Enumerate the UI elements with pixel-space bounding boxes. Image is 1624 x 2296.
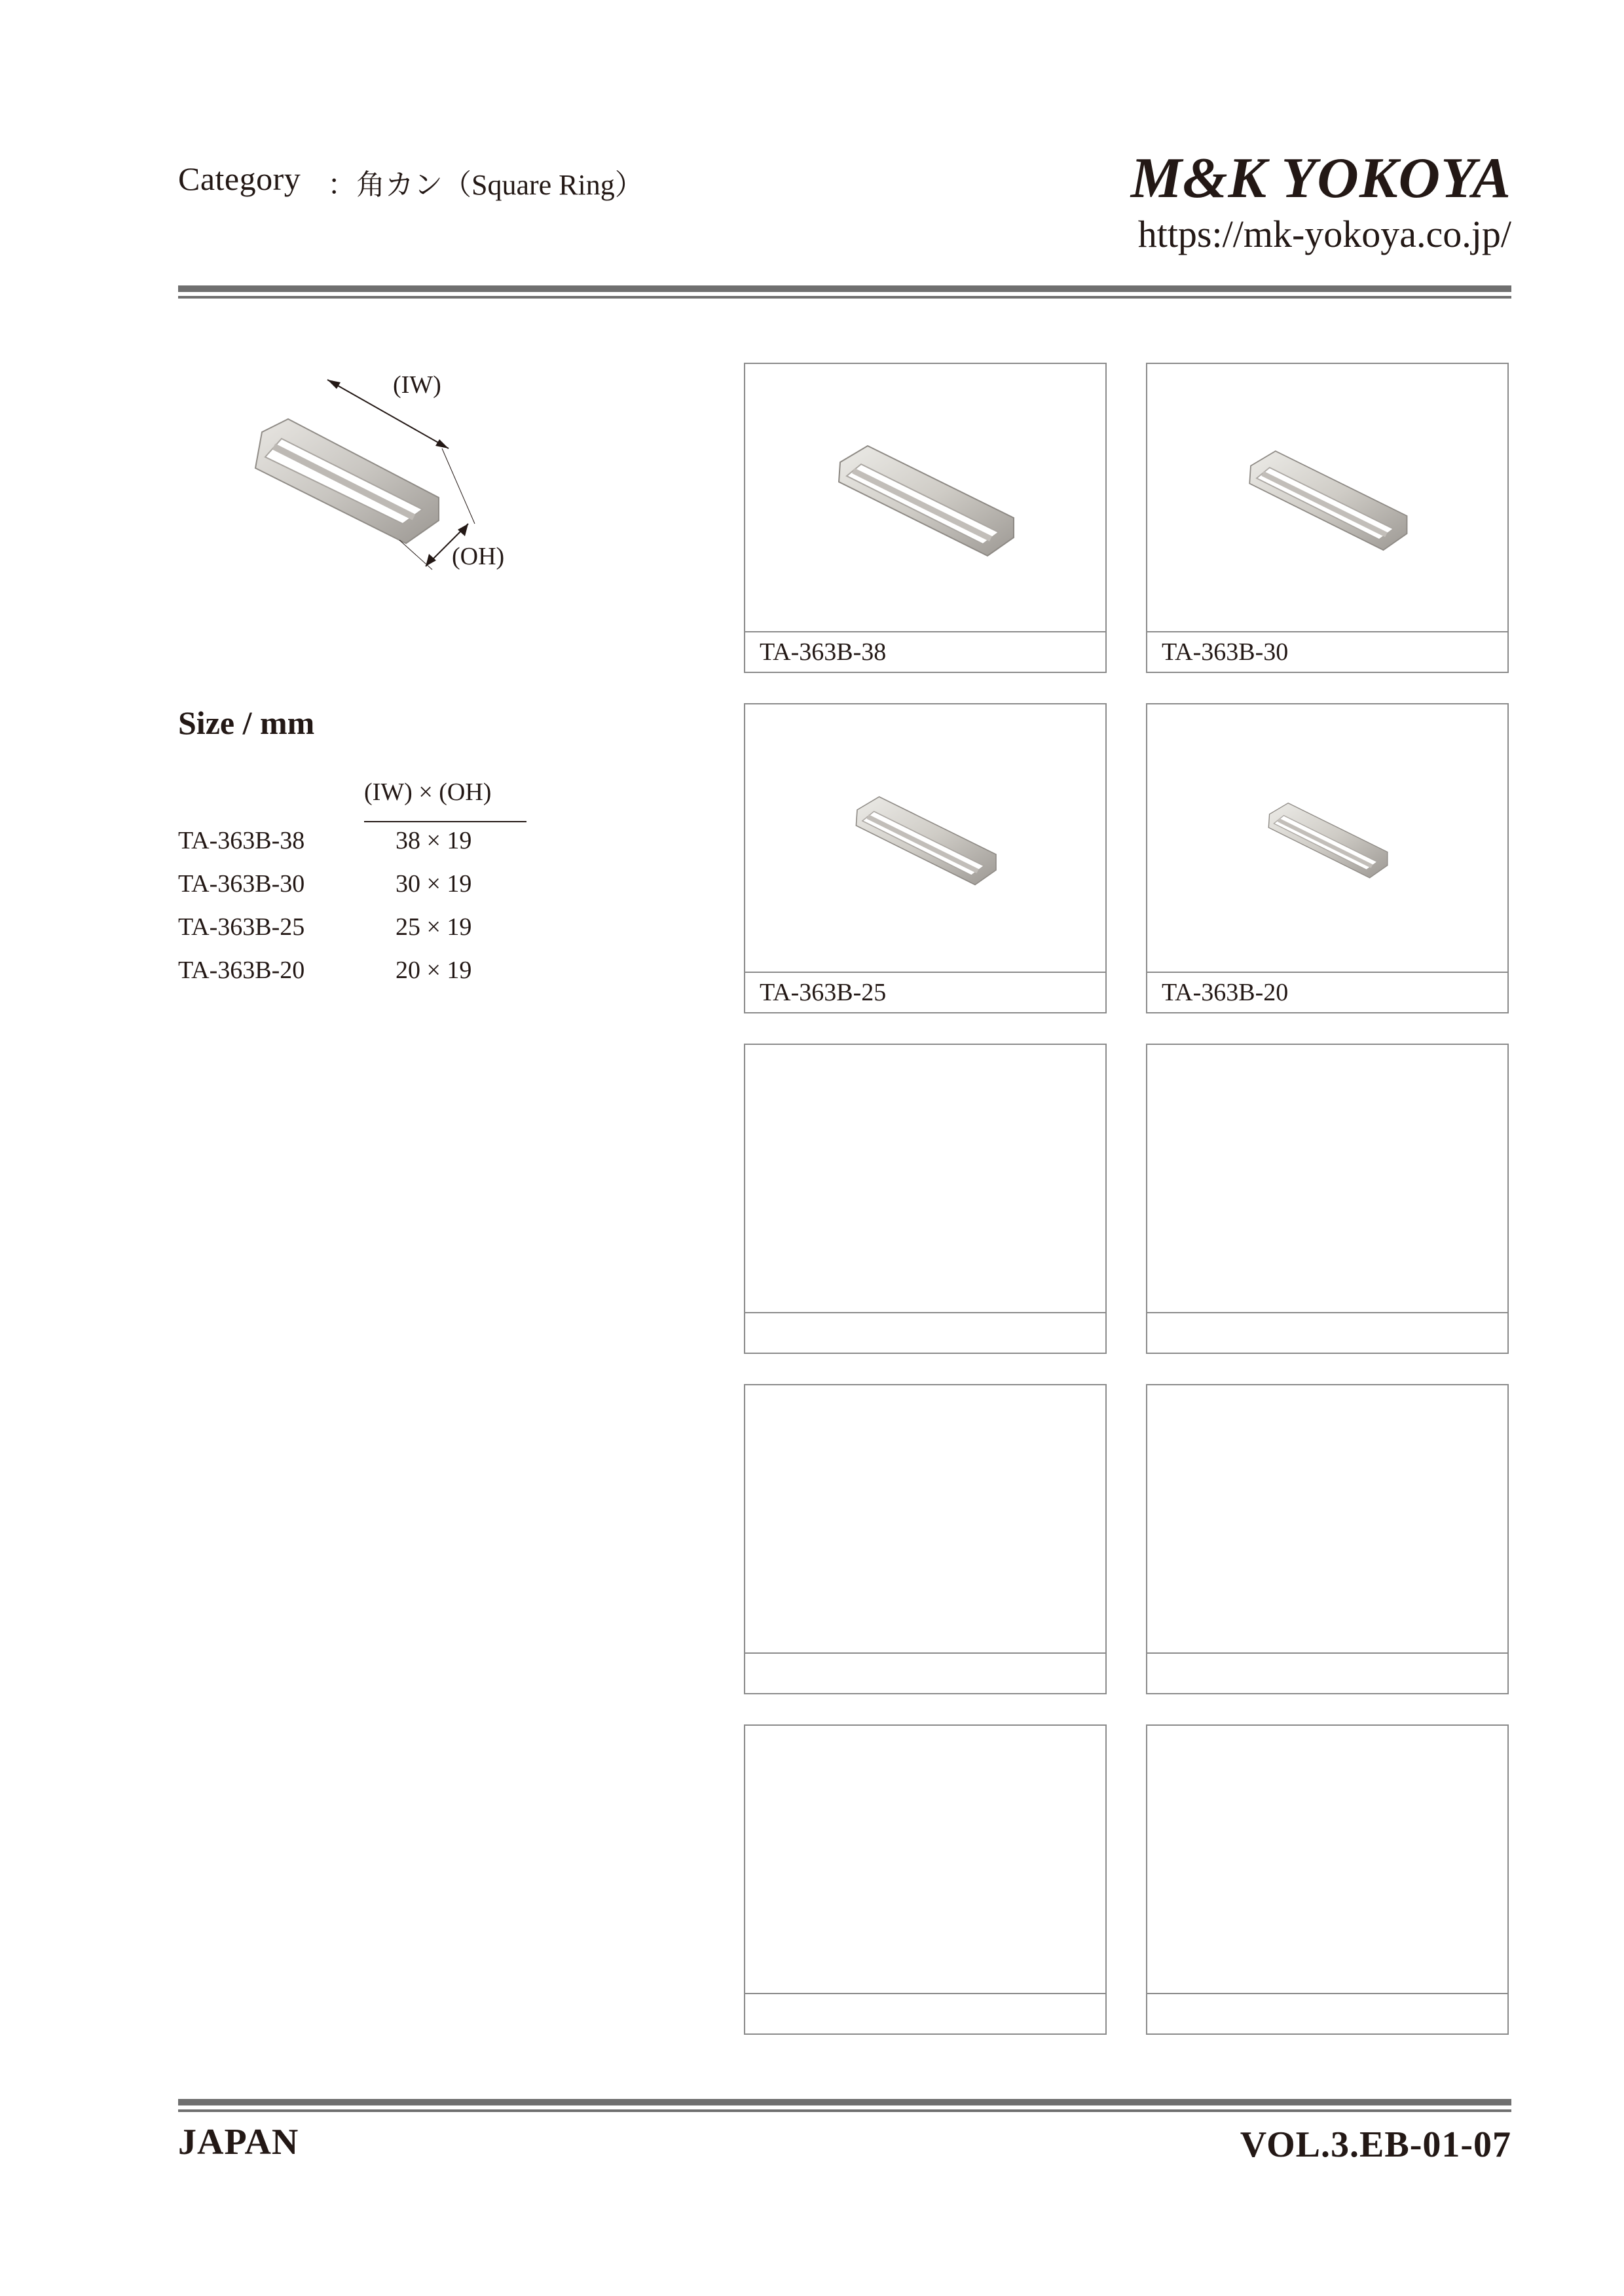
product-caption bbox=[1147, 631, 1507, 672]
product-code: TA-363B-20 bbox=[1162, 979, 1289, 1006]
product-caption bbox=[1147, 1312, 1507, 1353]
product-code: TA-363B-25 bbox=[760, 979, 887, 1006]
square-ring-photo-icon bbox=[1261, 794, 1394, 883]
size-row-code: TA-363B-38 bbox=[178, 827, 305, 854]
square-ring-photo-icon bbox=[1239, 439, 1416, 557]
product-photo bbox=[745, 364, 1105, 632]
size-title: Size / mm bbox=[178, 704, 315, 741]
product-caption bbox=[745, 1652, 1105, 1693]
product-photo bbox=[745, 704, 1105, 973]
product-caption bbox=[745, 1993, 1105, 2033]
product-caption bbox=[1147, 1652, 1507, 1693]
size-row-dims: 25 × 19 bbox=[396, 913, 472, 941]
product-card bbox=[744, 1724, 1107, 2035]
product-card bbox=[1146, 1384, 1509, 1694]
size-column-header: (IW) × (OH) bbox=[364, 778, 492, 806]
product-caption bbox=[1147, 1993, 1507, 2033]
footer-rule-thick bbox=[178, 2099, 1511, 2105]
product-photo bbox=[1147, 704, 1507, 973]
product-card bbox=[744, 363, 1107, 673]
square-ring-photo-icon bbox=[847, 786, 1004, 891]
product-photo bbox=[745, 1726, 1105, 1994]
product-card bbox=[1146, 703, 1509, 1013]
oh-label: (OH) bbox=[452, 543, 505, 570]
category-label: Category bbox=[178, 160, 301, 197]
website-url[interactable]: https://mk-yokoya.co.jp/ bbox=[1137, 213, 1511, 255]
product-caption bbox=[745, 1312, 1105, 1353]
square-ring-diagram-icon bbox=[229, 367, 570, 602]
square-ring-photo-icon bbox=[827, 433, 1024, 564]
brand-name: M&K YOKOYA bbox=[1130, 147, 1511, 210]
product-card bbox=[744, 1384, 1107, 1694]
footer-rule-thin bbox=[178, 2109, 1511, 2112]
product-code: TA-363B-38 bbox=[760, 638, 887, 666]
header-rule-thin bbox=[178, 296, 1511, 299]
product-photo bbox=[1147, 1726, 1507, 1994]
size-row-dims: 30 × 19 bbox=[396, 870, 472, 898]
product-caption bbox=[1147, 972, 1507, 1012]
size-row-code: TA-363B-30 bbox=[178, 870, 305, 898]
size-row-dims: 20 × 19 bbox=[396, 957, 472, 984]
product-code: TA-363B-30 bbox=[1162, 638, 1289, 666]
product-photo bbox=[1147, 1385, 1507, 1654]
product-caption bbox=[745, 631, 1105, 672]
product-caption bbox=[745, 972, 1105, 1012]
category-value: ：角カン（Square Ring） bbox=[327, 169, 644, 201]
product-photo bbox=[745, 1045, 1105, 1313]
footer-volume-code: VOL.3.EB-01-07 bbox=[1240, 2124, 1511, 2165]
product-card bbox=[1146, 1724, 1509, 2035]
header-rule-thick bbox=[178, 285, 1511, 292]
product-card bbox=[744, 1044, 1107, 1354]
product-card bbox=[1146, 363, 1509, 673]
dimension-diagram bbox=[229, 367, 570, 602]
footer-country: JAPAN bbox=[178, 2122, 299, 2162]
product-photo bbox=[745, 1385, 1105, 1654]
product-photo bbox=[1147, 364, 1507, 632]
size-header-rule bbox=[364, 821, 526, 822]
size-row-code: TA-363B-20 bbox=[178, 957, 305, 984]
product-card bbox=[1146, 1044, 1509, 1354]
iw-label: (IW) bbox=[393, 371, 441, 399]
product-card bbox=[744, 703, 1107, 1013]
size-row-code: TA-363B-25 bbox=[178, 913, 305, 941]
product-photo bbox=[1147, 1045, 1507, 1313]
size-row-dims: 38 × 19 bbox=[396, 827, 472, 854]
